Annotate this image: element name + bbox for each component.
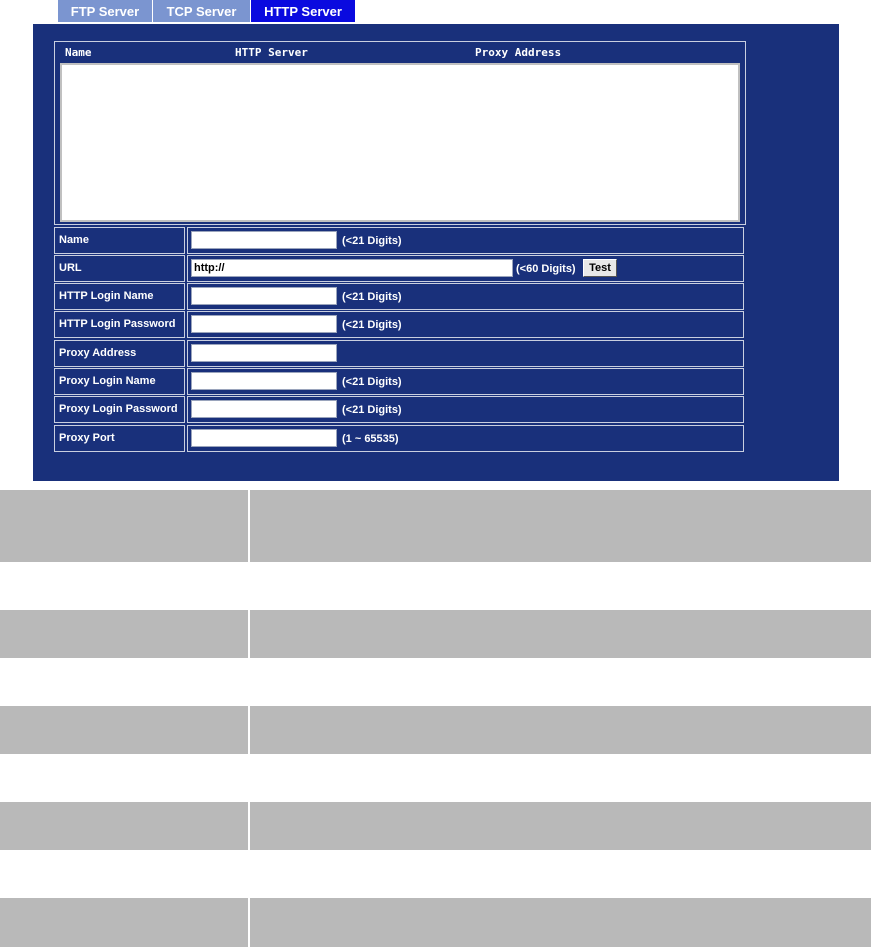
proxy-login-name-field-cell — [187, 368, 744, 395]
table-cell — [250, 898, 871, 947]
proxy-port-field-cell — [187, 425, 744, 452]
http-login-name-label: HTTP Login Name — [54, 283, 185, 310]
proxy-address-label: Proxy Address — [54, 340, 185, 367]
proxy-port-label: Proxy Port — [54, 425, 185, 452]
table-row — [0, 706, 871, 754]
url-field-cell — [187, 255, 744, 282]
name-label: Name — [54, 227, 185, 254]
http-login-password-input[interactable] — [191, 315, 337, 333]
table-cell — [0, 802, 248, 850]
test-button[interactable]: Test — [583, 259, 617, 277]
server-list-box[interactable] — [60, 63, 740, 222]
proxy-login-name-hint: (<21 Digits) — [342, 376, 402, 388]
table-cell — [250, 754, 871, 802]
tab-http-server[interactable]: HTTP Server — [251, 0, 355, 22]
name-row — [54, 227, 746, 254]
table-row — [0, 850, 871, 898]
name-field-cell — [187, 227, 744, 254]
url-row — [54, 255, 746, 282]
column-name: Name — [65, 46, 92, 59]
proxy-port-row — [54, 425, 746, 452]
table-row — [0, 898, 871, 947]
table-row — [0, 658, 871, 706]
table-cell — [250, 610, 871, 658]
table-cell — [0, 490, 248, 562]
name-input[interactable] — [191, 231, 337, 249]
http-login-name-row — [54, 283, 746, 310]
table-cell — [0, 850, 248, 898]
table-cell — [0, 706, 248, 754]
tab-bar — [58, 0, 355, 22]
tab-tcp-server[interactable]: TCP Server — [153, 0, 251, 22]
http-login-password-row — [54, 311, 746, 338]
proxy-address-row — [54, 340, 746, 367]
description-table — [0, 490, 871, 947]
http-server-panel — [33, 24, 839, 481]
table-cell — [250, 850, 871, 898]
table-row — [0, 802, 871, 850]
server-list-header — [55, 42, 745, 62]
table-cell — [0, 658, 248, 706]
proxy-login-name-input[interactable] — [191, 372, 337, 390]
name-hint: (<21 Digits) — [342, 235, 402, 247]
server-list — [54, 41, 746, 225]
http-login-password-hint: (<21 Digits) — [342, 319, 402, 331]
proxy-login-password-row — [54, 396, 746, 423]
table-cell — [0, 610, 248, 658]
table-cell — [0, 562, 248, 610]
proxy-port-input[interactable] — [191, 429, 337, 447]
table-cell — [0, 754, 248, 802]
table-row — [0, 754, 871, 802]
http-login-password-field-cell — [187, 311, 744, 338]
table-cell — [250, 802, 871, 850]
tab-ftp-server[interactable]: FTP Server — [58, 0, 153, 22]
http-login-password-label: HTTP Login Password — [54, 311, 185, 338]
url-hint: (<60 Digits) — [516, 263, 576, 275]
url-input[interactable] — [191, 259, 513, 277]
table-row — [0, 562, 871, 610]
proxy-login-name-label: Proxy Login Name — [54, 368, 185, 395]
table-row — [0, 490, 871, 562]
http-login-name-input[interactable] — [191, 287, 337, 305]
table-cell — [250, 490, 871, 562]
proxy-address-field-cell — [187, 340, 744, 367]
proxy-login-password-field-cell — [187, 396, 744, 423]
proxy-login-name-row — [54, 368, 746, 395]
http-login-name-field-cell — [187, 283, 744, 310]
table-cell — [250, 658, 871, 706]
table-cell — [0, 898, 248, 947]
proxy-login-password-label: Proxy Login Password — [54, 396, 185, 423]
proxy-address-input[interactable] — [191, 344, 337, 362]
table-cell — [250, 562, 871, 610]
column-http-server: HTTP Server — [235, 46, 308, 59]
proxy-login-password-hint: (<21 Digits) — [342, 404, 402, 416]
http-login-name-hint: (<21 Digits) — [342, 291, 402, 303]
column-proxy-address: Proxy Address — [475, 46, 562, 59]
url-label: URL — [54, 255, 185, 282]
table-cell — [250, 706, 871, 754]
table-row — [0, 610, 871, 658]
proxy-login-password-input[interactable] — [191, 400, 337, 418]
proxy-port-hint: (1 ~ 65535) — [342, 433, 399, 445]
